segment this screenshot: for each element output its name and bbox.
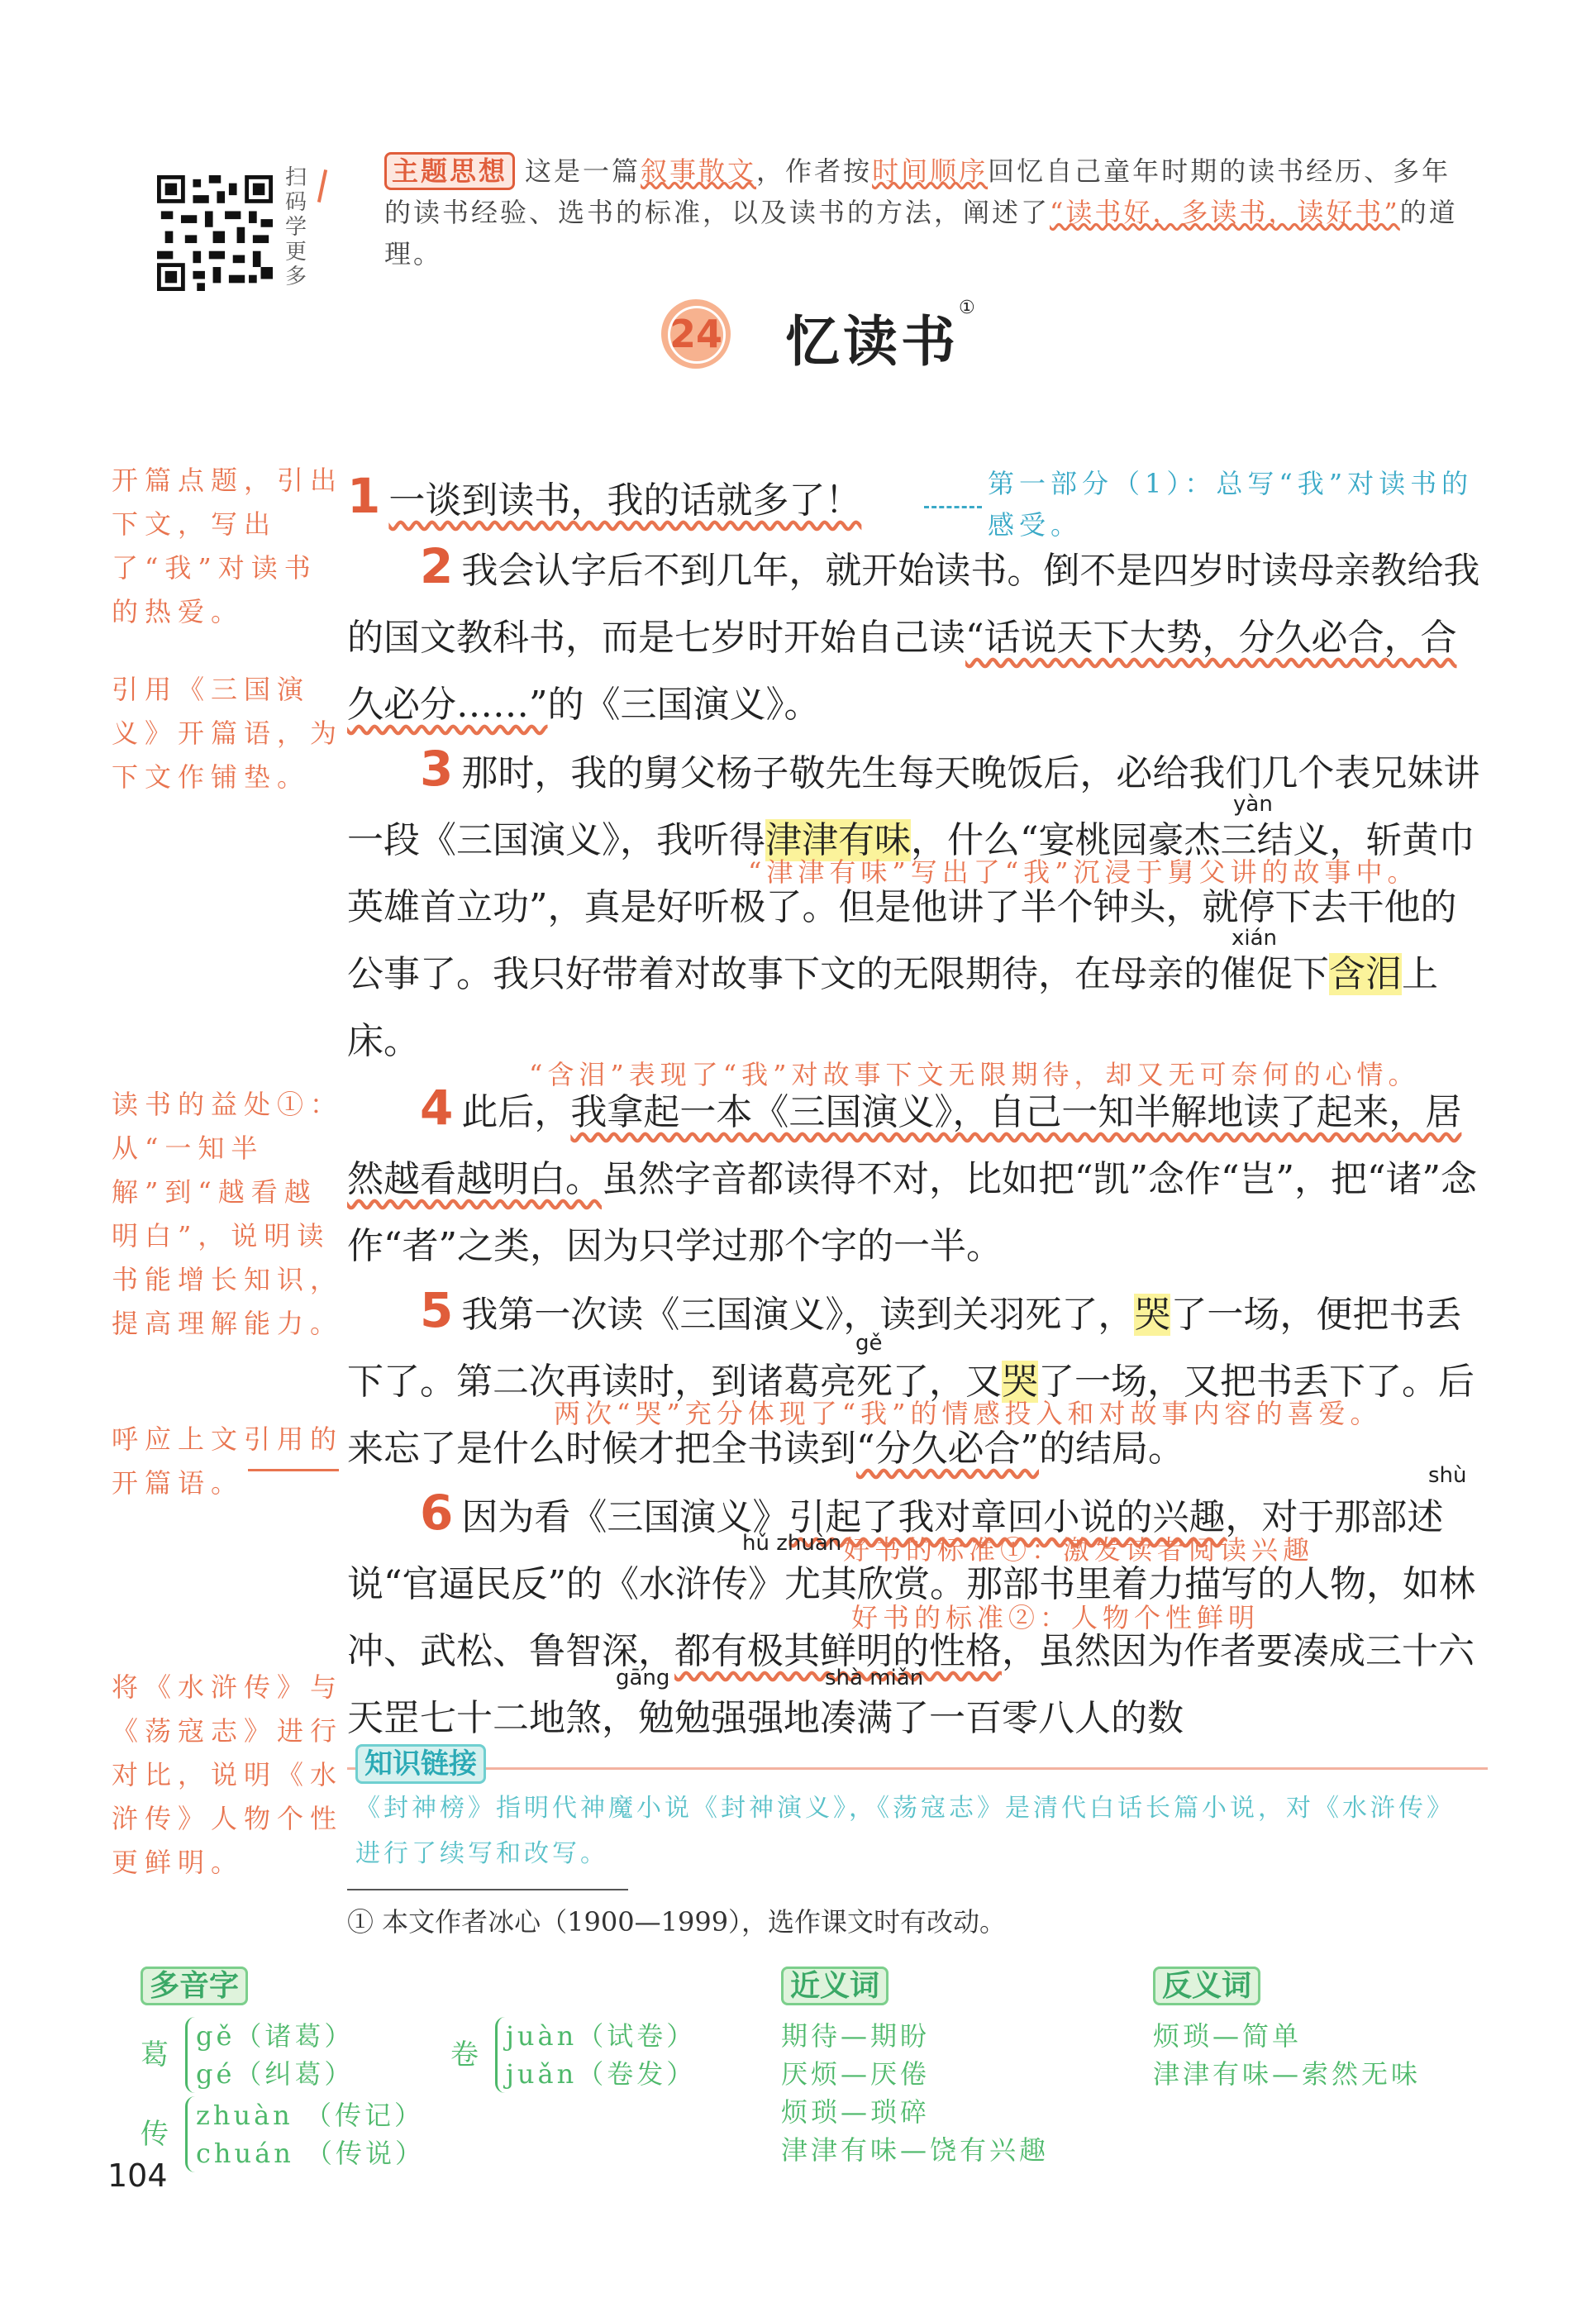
- scan-accent-mark: [317, 169, 327, 203]
- pinyin-xian: xián: [1232, 926, 1278, 951]
- inline-note-p6a: 好书的标准①：激发读者阅读兴趣: [843, 1534, 1315, 1566]
- section-note-blue: 第一部分（1）：总写“我”对读书的感受。: [988, 468, 1474, 541]
- paragraph-4: 4 此后，我拿起一本《三国演义》，自己一知半解地读了起来，居然越看越明白。虽然字音都读得不对，比如把“凯”念作“岂”，把“诸”念作“者”之类，因为只学过那个字的一半。: [347, 1080, 1477, 1267]
- pinyin-sha-mian: shà miǎn: [825, 1666, 924, 1690]
- pinyin-hu-zhuan: hǔ zhuàn: [742, 1531, 842, 1556]
- inline-note-p5: 两次“哭”充分体现了“我”的情感投入和对故事内容的喜爱。: [554, 1398, 1382, 1429]
- paragraph-5: 5 我第一次读《三国演义》，读到关羽死了，哭了一场，便把书丢下了。第二次再读时，到诸葛亮死了，又哭了一场，又把书丢下了。后来忘了是什么时候才把全书读到“分久必合”的结局。: [347, 1282, 1475, 1470]
- margin-note-5: 将《水浒传》与《荡寇志》进行对比，说明《水浒传》人物个性更鲜明。: [112, 1671, 344, 1878]
- list-item: 津津有味—饶有兴趣: [781, 2134, 1050, 2166]
- polyphone-item: 葛 gě（诸葛） gé（纠葛）: [141, 2017, 636, 2093]
- list-item: 烦琐—琐碎: [781, 2096, 931, 2128]
- scan-label: 扫 码 学 更 多: [284, 165, 307, 289]
- note-arrow: [248, 1469, 339, 1471]
- pinyin-ge: gě: [855, 1331, 883, 1356]
- polyphone-item: 卷 juàn（试卷） juǎn（卷发）: [450, 2017, 723, 2093]
- inline-note-p6b: 好书的标准②：人物个性鲜明: [851, 1602, 1260, 1633]
- paragraph-1: 1 一谈到读书，我的话就多了！: [347, 468, 862, 524]
- theme-summary: 主题思想 这是一篇叙事散文，作者按时间顺序回忆自己童年时期的读书经历、多年的读书经验、选书的标准，以及读书的方法，阐述了“读书好，多读书，读好书”的道理。: [384, 150, 1475, 274]
- inline-note-p3a: “津津有味”写出了“我”沉浸于舅父讲的故事中。: [748, 856, 1419, 888]
- paragraph-3: 3 那时，我的舅父杨子敬先生每天晚饭后，必给我们几个表兄妹讲一段《三国演义》，我听得津津有味，什么“宴桃园豪杰三结义，斩黄巾英雄首立功”，真是好听极了。但是他讲了半个钟头，就停下去干他的公事了。我只好带着对故事下文的无限期待，在母亲的催促下含泪上床。: [347, 741, 1480, 1062]
- list-item: 烦琐—简单: [1153, 2020, 1303, 2052]
- margin-note-4: 呼应上文引用的开篇语。: [112, 1423, 344, 1499]
- margin-note-2: 引用《三国演义》开篇语，为下文作铺垫。: [112, 674, 344, 793]
- knowledge-link-text: 《封神榜》指明代神魔小说《封神演义》，《荡寇志》是清代白话长篇小说，对《水浒传》进行了续写和改写。: [355, 1794, 1455, 1868]
- synonyms-list: [781, 2017, 1145, 2169]
- footnote-divider: [347, 1889, 628, 1890]
- lesson-number-badge: 24: [661, 299, 731, 369]
- pinyin-gang: gāng: [616, 1666, 670, 1690]
- inline-note-p3b: “含泪”表现了“我”对故事下文无限期待，却又无可奈何的心情。: [529, 1059, 1420, 1090]
- page-number: 104: [107, 2157, 168, 2194]
- pinyin-shu: shù: [1428, 1463, 1467, 1488]
- highlight-hanlei: 含泪: [1329, 953, 1402, 995]
- theme-highlight-idea: “读书好，多读书，读好书”: [1050, 197, 1400, 228]
- antonyms-list: [1153, 2017, 1500, 2093]
- theme-highlight-order: 时间顺序: [872, 155, 989, 187]
- qr-code-icon[interactable]: [157, 175, 273, 291]
- theme-tag: 主题思想: [384, 152, 515, 190]
- pinyin-yan: yàn: [1233, 792, 1273, 817]
- dashed-connector: [924, 506, 982, 508]
- margin-note-1: 开篇点题，引出下文，写出了“我”对读书的热爱。: [112, 465, 344, 627]
- synonyms-tag: 近义词: [781, 1967, 889, 2005]
- lesson-title: 忆读书①: [785, 298, 979, 374]
- paragraph-2: 2 我会认字后不到几年，就开始读书。倒不是四岁时读母亲教给我的国文教科书，而是七岁时开始自己读“话说天下大势，分久必合，合久必分……”的《三国演义》。: [347, 538, 1480, 726]
- polyphone-item: 传 zhuàn （传记） chuán （传说）: [141, 2096, 636, 2172]
- polyphone-tag: 多音字: [141, 1967, 248, 2005]
- highlight-ku-1: 哭: [1134, 1294, 1171, 1336]
- margin-note-3: 读书的益处①：从“一知半解”到“越看越明白”，说明读书能增长知识，提高理解能力。: [112, 1089, 344, 1339]
- theme-highlight-genre: 叙事散文: [641, 155, 757, 187]
- knowledge-link-tag: 知识链接: [355, 1744, 486, 1784]
- highlight-jinjinyouwei: 津津有味: [765, 819, 911, 861]
- paragraph-6: 6 因为看《三国演义》引起了我对章回小说的兴趣，对于那部述说“官逼民反”的《水浒传》尤其欣赏。那部书里着力描写的人物，如林冲、武松、鲁智深，都有极其鲜明的性格，虽然因为作者要凑成三十六天罡七十二地煞，勉勉强强地凑满了一百零八人的数: [347, 1485, 1475, 1739]
- list-item: 期待—期盼: [781, 2020, 931, 2052]
- list-item: 津津有味—索然无味: [1153, 2058, 1422, 2090]
- synonyms-section: [781, 1967, 889, 2005]
- polyphone-section: [141, 1967, 248, 2005]
- list-item: 厌烦—厌倦: [781, 2058, 931, 2090]
- antonyms-tag: 反义词: [1153, 1967, 1260, 2005]
- highlight-ku-2: 哭: [1002, 1361, 1038, 1403]
- paragraph-divider: [347, 1767, 1488, 1770]
- antonyms-section: [1153, 1967, 1260, 2005]
- footnote: ① 本文作者冰心（1900—1999），选作课文时有改动。: [347, 1906, 1007, 1938]
